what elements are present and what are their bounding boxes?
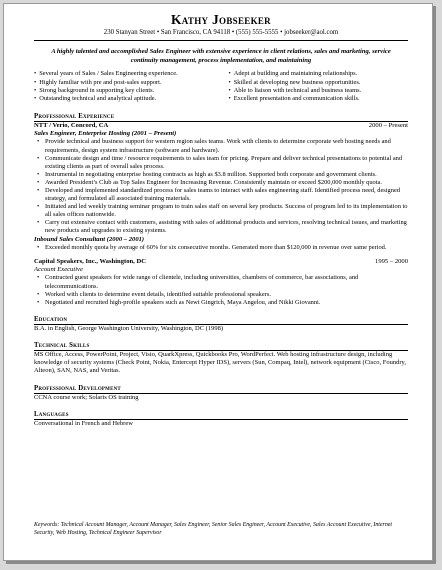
highlights — [34, 70, 408, 104]
job-role: Account Executive — [34, 266, 83, 274]
list-item: • Developed and implemented standardized process for sales teams to interact with sales engineering staff. Identified process need, designed strategy, and formulated all associated training materials. — [45, 187, 408, 203]
job-bullets — [34, 138, 408, 235]
highlights-right — [228, 70, 408, 104]
job-dates: 1995 – 2000 — [375, 257, 408, 265]
contact-line: 230 Stanyan Street • San Francisco, CA 94118 • (555) 555-5555 • jobseeker@aol.com — [103, 29, 339, 36]
list-item: • Initiated and led weekly training seminar program to train sales staff on several key products. Success of program led to its implementation to all sales offices nationwide. — [45, 203, 408, 219]
profile-summary: A highly talented and accomplished Sales Engineer with extensive experience in client relations, sales and marketing, service continuity management, process implementation, and maintaining — [51, 48, 391, 64]
resume-page — [3, 3, 433, 561]
keywords-footer: Keywords: Technical Account Manager, Account Manager, Sales Engineer, Senior Sales Engineer, Account Executive, Sales Account Executive, Internet Security, Web Hosting, Technical Engineer Supervisor — [34, 522, 393, 536]
job-header — [34, 258, 408, 266]
highlight-item: • Strong background in supporting key clients. — [34, 87, 221, 95]
highlight-item: • Several years of Sales / Sales Engineering experience. — [34, 70, 221, 78]
job-header — [34, 122, 408, 130]
highlight-item: • Outstanding technical and analytical aptitude. — [34, 95, 221, 103]
highlights-left — [34, 70, 221, 104]
list-item: • Contracted guest speakers for wide range of clientele, including universities, chambers of commerce, bar associations, and telecommunications. — [45, 274, 408, 290]
technical-text: MS Office, Access, PowerPoint, Project, Visio, QuarkXpress, Quickbooks Pro, WordPerfect. Web hosting infrastructure design, including knowledge of security systems (Check Point, Nokia, Entercept Hyper IDS), servers (Sun, Compaq, Intel), network equipment (Cisco, Foundry, Alteon), SAN, NAS, and Veritas. — [34, 351, 406, 375]
list-item: • Provide technical and business support for western region sales teams. Work with clients to determine corporate web hosting needs and requirements, design system infrastructure (software and hardware). — [45, 138, 408, 154]
job-role: Inbound Sales Consultant (2000 – 2001) — [34, 235, 145, 243]
section-title-development: Professional Development — [34, 385, 408, 394]
section-title-education: Education — [34, 316, 408, 325]
resume-body — [34, 12, 408, 428]
development-text: CCNA course work; Solaris OS training — [34, 393, 139, 401]
list-item: • Communicate design and time / resource requirements to sales team for pricing. Prepare and deliver technical presentations to potential and existing clients as part of overall sales process. — [45, 155, 408, 171]
list-item: • Carry out extensive contact with customers, assisting with sales of additional products and services, resolving technical issues, and marketing new products and upgrades to existing systems. — [45, 219, 408, 235]
list-item: • Instrumental in negotiating enterprise hosting contracts as high as $3.8 million. Supported both corporate and government clients. — [45, 171, 408, 179]
job-bullets — [34, 244, 408, 252]
languages-text: Conversational in French and Hebrew — [34, 419, 133, 427]
section-title-languages: Languages — [34, 411, 408, 420]
list-item: • Negotiated and recruited high-profile speakers such as Newt Gingrich, Maya Angelou, and Nikki Giovanni. — [45, 299, 408, 307]
list-item: • Worked with clients to determine event details, identified suitable professional speakers. — [45, 291, 408, 299]
job-company: NTT / Verio, Concord, CA — [34, 121, 109, 129]
job-company: Capital Speakers, Inc., Washington, DC — [34, 257, 146, 265]
highlight-item: • Excellent presentation and communication skills. — [228, 95, 408, 103]
list-item: • Exceeded monthly quota by average of 60% for six consecutive months. Generated more than $120,000 in revenue over same period. — [45, 244, 408, 252]
highlight-item: • Adept at building and maintaining relationships. — [228, 70, 408, 78]
highlight-item: • Skilled at developing new business opportunities. — [228, 79, 408, 87]
education-text: B.A. in English, George Washington University, Washington, DC (1998) — [34, 324, 224, 332]
highlight-item: • Highly familiar with pre and post-sales support. — [34, 79, 221, 87]
job-role: Sales Engineer, Enterprise Hosting (2001 – Present) — [34, 130, 177, 138]
highlight-item: • Able to liaison with technical and business teams. — [228, 87, 408, 95]
section-title-technical: Technical Skills — [34, 342, 408, 351]
candidate-name: Kathy Jobseeker — [171, 12, 271, 27]
section-title-experience: Professional Experience — [34, 113, 408, 122]
job-bullets — [34, 274, 408, 306]
header-rule — [34, 40, 408, 41]
list-item: • Awarded President’s Club as Top Sales Engineer for Increasing Revenue. Consistently maintain or exceed $200,000 monthly quota. — [45, 179, 408, 187]
job-dates: 2000 – Present — [368, 121, 408, 129]
